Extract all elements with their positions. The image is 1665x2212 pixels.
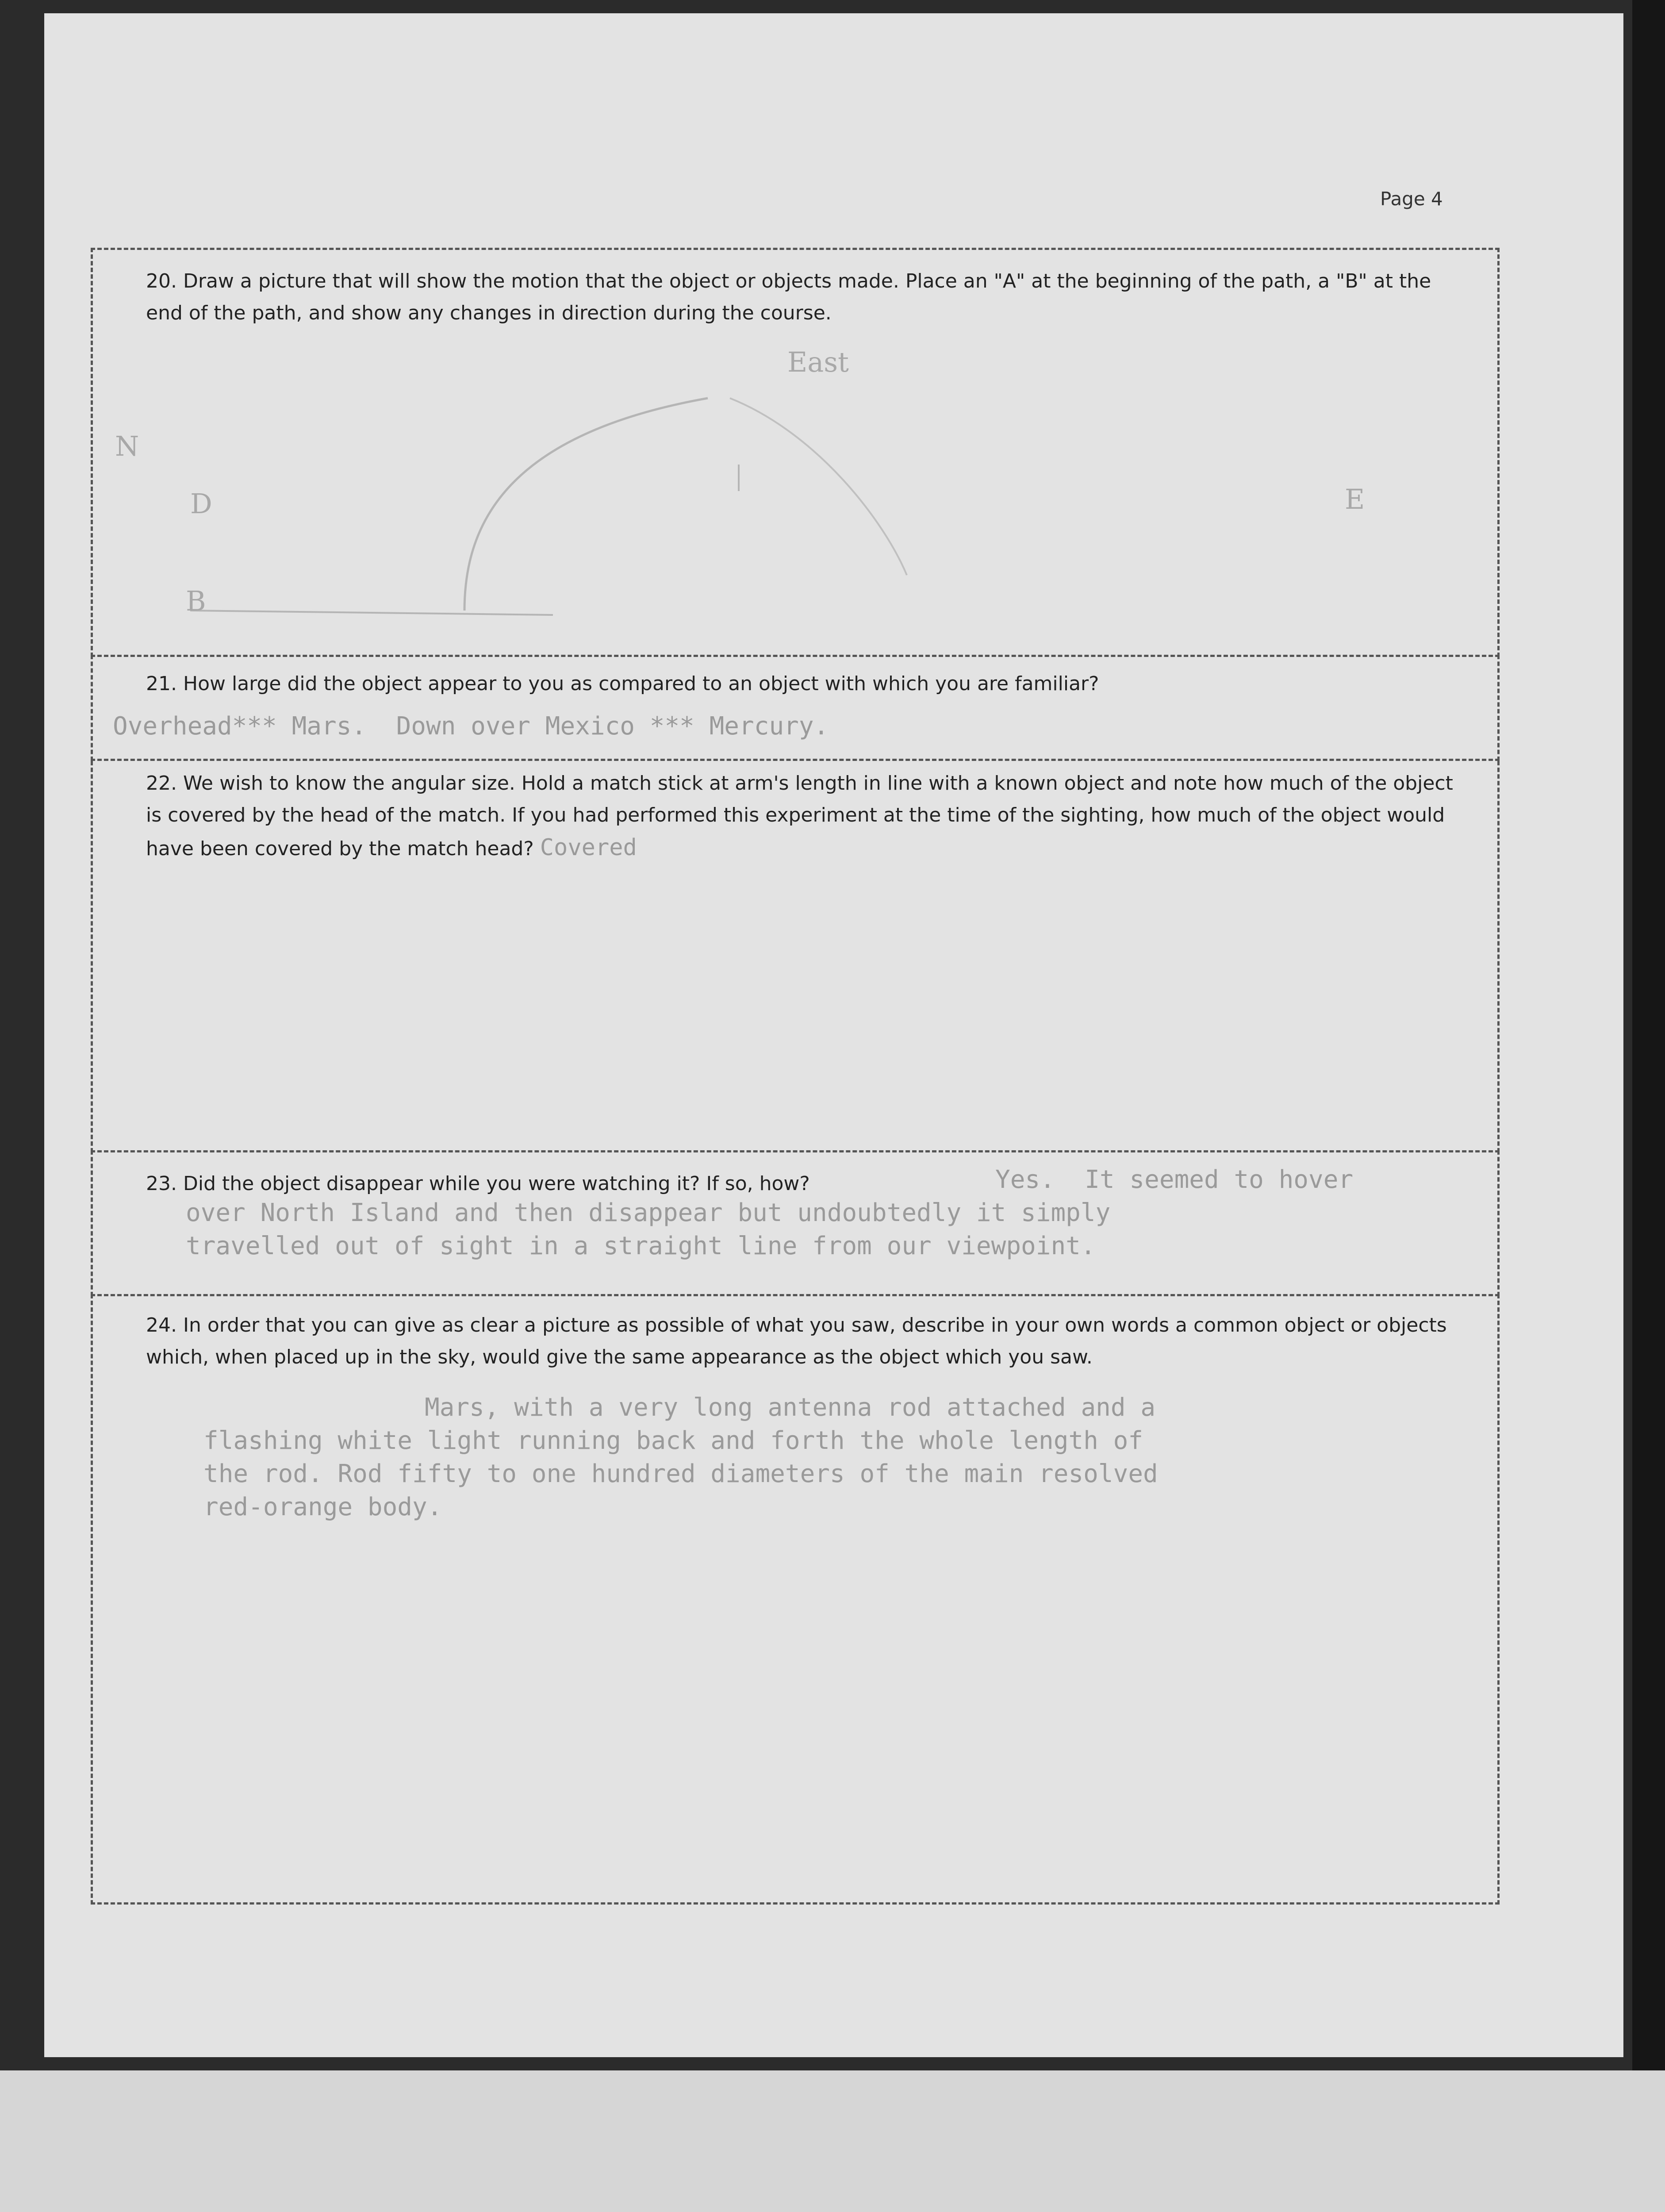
question-23	[146, 1168, 986, 1200]
sketch-label-d: D	[190, 488, 212, 520]
question-24-text: In order that you can give as clear a picture as possible of what you saw, describe in your own words a common object or objects which, when placed up in the sky, would give the same appearance as the object which you saw.	[146, 1314, 1447, 1368]
question-22-text: We wish to know the angular size. Hold a match stick at arm's length in line with a known object and note how much of the object is covered by the head of the match. If you had performed this experiment at the time of the sighting, how much of the object would have been covered by the match head?	[146, 772, 1453, 860]
question-23-answer-line-1: Yes. It seemed to hover	[995, 1165, 1354, 1194]
sketch-arc	[464, 398, 708, 611]
question-24-answer-line-3: the rod. Rod fifty to one hundred diameters of the main resolved	[203, 1459, 1158, 1488]
question-20	[146, 265, 1451, 329]
question-21-number: 21.	[146, 672, 177, 695]
question-21-answer: Overhead*** Mars. Down over Mexico *** Mercury.	[113, 712, 829, 741]
question-24-number: 24.	[146, 1314, 177, 1336]
sketch-arc-right	[730, 398, 907, 575]
question-23-answer-line-2: over North Island and then disappear but undoubtedly it simply	[186, 1198, 1111, 1227]
sketch-label-b: B	[186, 585, 206, 617]
question-24-answer-line-1: Mars, with a very long antenna rod attached and a	[425, 1393, 1156, 1422]
sketch-label-east: East	[787, 346, 849, 378]
question-23-text: Did the object disappear while you were watching it? If so, how?	[183, 1172, 810, 1195]
question-20-number: 20.	[146, 270, 177, 292]
question-23-number: 23.	[146, 1172, 177, 1195]
question-22-number: 22.	[146, 772, 177, 795]
question-21-text: How large did the object appear to you as compared to an object with which you are familiar?	[183, 672, 1099, 695]
question-21	[146, 668, 1451, 700]
question-24-box	[91, 1294, 1500, 1905]
sketch-label-n: N	[115, 430, 139, 462]
question-24-answer-line-4: red-orange body.	[203, 1493, 442, 1521]
question-23-answer-line-3: travelled out of sight in a straight line from our viewpoint.	[186, 1232, 1096, 1260]
question-24-answer-line-2: flashing white light running back and forth the whole length of	[203, 1426, 1143, 1455]
question-22-answer: Covered	[540, 834, 637, 861]
question-20-text: Draw a picture that will show the motion that the object or objects made. Place an "A" at the beginning of the path, a "B" at the end of the path, and show any changes in direction during the course.	[146, 270, 1431, 324]
sketch-label-e: E	[1345, 483, 1365, 515]
sketch-baseline	[190, 611, 553, 615]
motion-sketch	[111, 345, 1482, 633]
page-number: Page 4	[1380, 188, 1443, 210]
question-24	[146, 1310, 1451, 1373]
scan-lower-strip	[0, 2070, 1665, 2212]
scan-edge	[1632, 0, 1665, 2070]
question-22	[146, 768, 1473, 865]
